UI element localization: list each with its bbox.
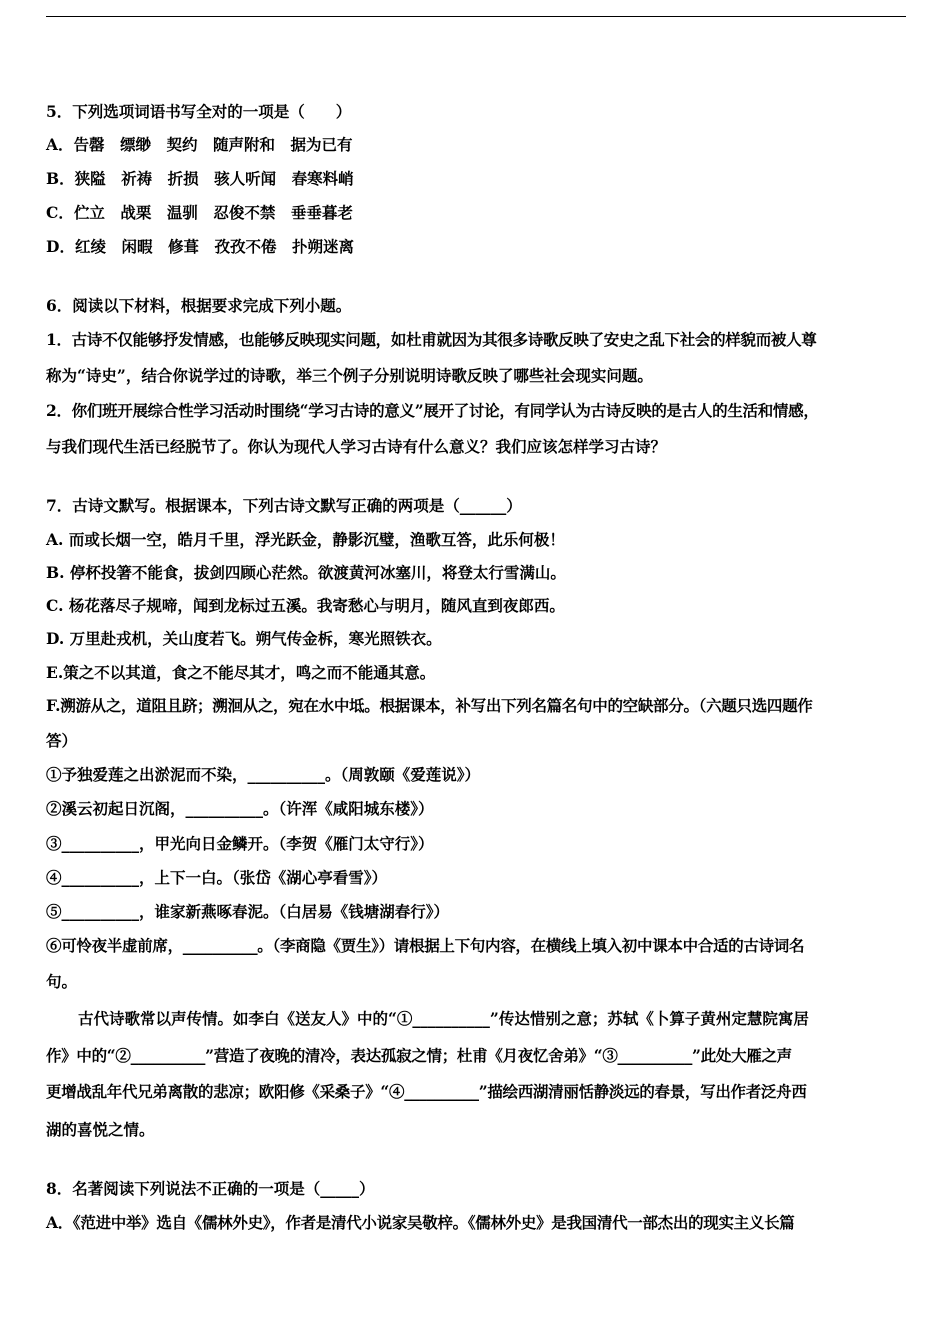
q5-option-a: A．告罄 缥缈 契约 随声附和 据为已有	[46, 135, 353, 154]
q5-option-b: B．狭隘 祈祷 折损 骇人听闻 春寒料峭	[46, 169, 354, 188]
q6-line-4: 与我们现代生活已经脱节了。你认为现代人学习古诗有什么意义？我们应该怎样学习古诗？	[46, 437, 667, 456]
q7-blank-5: ⑤__________，谁家新燕啄春泥。（白居易《钱塘湖春行》）	[46, 902, 450, 921]
q5-option-c: C．伫立 战栗 温驯 忍俊不禁 垂垂暮老	[46, 203, 353, 222]
top-rule	[46, 16, 906, 17]
q7-option-f-cont: 答）	[46, 731, 78, 750]
q7-option-c: C. 杨花落尽子规啼，闻到龙标过五溪。我寄愁心与明月，随风直到夜郎西。	[46, 596, 565, 615]
q8-stem: 8．名著阅读下列说法不正确的一项是（_____）	[46, 1179, 375, 1198]
q7-option-f: F.溯游从之，道阻且跻；溯洄从之，宛在水中坻。根据课本，补写出下列名篇名句中的空缺部分。（六题只选四题作	[46, 696, 813, 715]
q6-line-3: 2．你们班开展综合性学习活动时围绕“学习古诗的意义”展开了讨论，有同学认为古诗反映的是古人的生活和情感，	[46, 401, 819, 420]
q7-para-line-1: 古代诗歌常以声传情。如李白《送友人》中的“①__________”传达惜别之意；苏轼《卜算子黄州定慧院寓居	[78, 1009, 809, 1028]
q7-blank-2: ②溪云初起日沉阁，__________。（许浑《咸阳城东楼》）	[46, 799, 434, 818]
q6-stem: 6．阅读以下材料，根据要求完成下列小题。	[46, 296, 352, 315]
q6-line-2: 称为“诗史”，结合你说学过的诗歌，举三个例子分别说明诗歌反映了哪些社会现实问题。	[46, 366, 653, 385]
q7-option-e: E.策之不以其道，食之不能尽其才，鸣之而不能通其意。	[46, 663, 436, 682]
q7-para-line-3: 更增战乱年代兄弟离散的悲凉；欧阳修《采桑子》“④__________”描绘西湖清丽恬静淡远的春景，写出作者泛舟西	[46, 1082, 807, 1101]
q5-stem: 5．下列选项词语书写全对的一项是（ ）	[46, 102, 352, 121]
q7-blank-6: ⑥可怜夜半虚前席，__________。（李商隐《贾生》）请根据上下句内容，在横线上填入初中课本中合适的古诗词名	[46, 936, 805, 955]
q7-option-a: A. 而或长烟一空，皓月千里，浮光跃金，静影沉璧，渔歌互答，此乐何极！	[46, 530, 565, 549]
q6-line-1: 1．古诗不仅能够抒发情感，也能够反映现实问题，如杜甫就因为其很多诗歌反映了安史之乱下社会的样貌而被人尊	[46, 330, 817, 349]
q8-option-a: A．《范进中举》选自《儒林外史》，作者是清代小说家吴敬梓。《儒林外史》是我国清代一部杰出的现实主义长篇	[46, 1213, 795, 1232]
q7-blank-6-cont: 句。	[46, 972, 78, 991]
q7-blank-4: ④__________，上下一白。（张岱《湖心亭看雪》）	[46, 868, 388, 887]
q5-option-d: D．红绫 闲暇 修葺 孜孜不倦 扑朔迷离	[46, 237, 354, 256]
q7-blank-1: ①予独爱莲之出淤泥而不染，__________。（周敦颐《爱莲说》）	[46, 765, 481, 784]
q7-option-d: D. 万里赴戎机，关山度若飞。朔气传金柝，寒光照铁衣。	[46, 629, 442, 648]
q7-stem: 7．古诗文默写。根据课本，下列古诗文默写正确的两项是（______）	[46, 496, 522, 515]
q7-para-line-2: 作》中的“②__________”营造了夜晚的清冷，表达孤寂之情；杜甫《月夜忆舍弟》“③__________”此处大雁之声	[46, 1046, 792, 1065]
q7-blank-3: ③__________，甲光向日金鳞开。（李贺《雁门太守行》）	[46, 834, 434, 853]
q7-para-line-4: 湖的喜悦之情。	[46, 1120, 155, 1139]
q7-option-b: B. 停杯投箸不能食，拔剑四顾心茫然。欲渡黄河冰塞川，将登太行雪满山。	[46, 563, 566, 582]
